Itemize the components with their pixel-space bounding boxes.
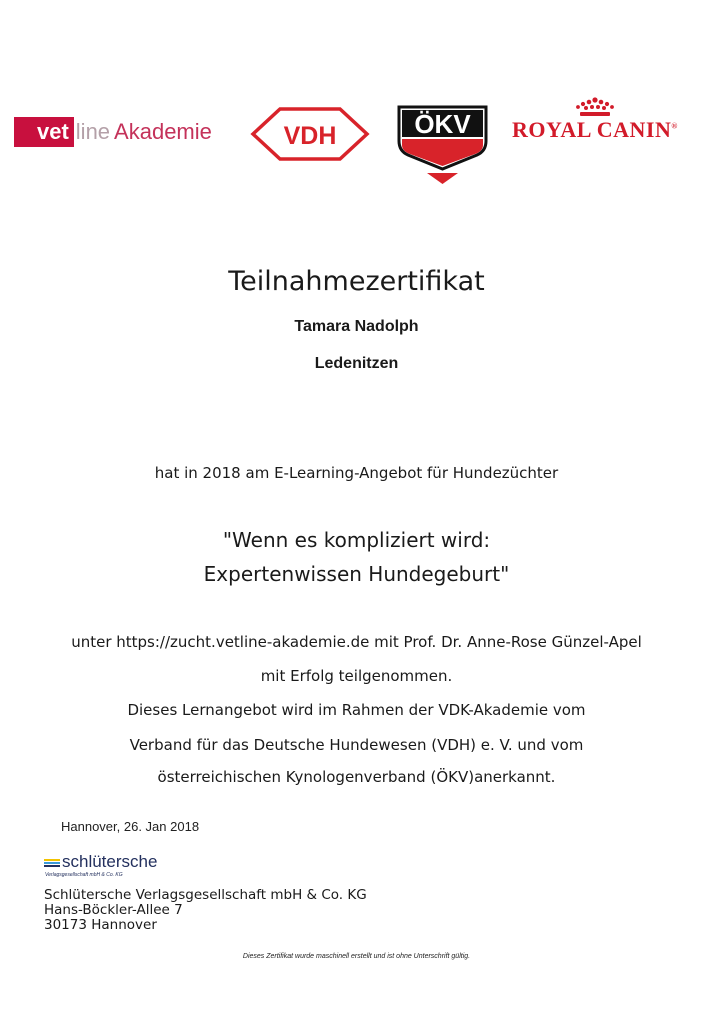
body-text-line1: unter https://zucht.vetline-akademie.de mit Prof. Dr. Anne-Rose Günzel-Apel — [71, 633, 642, 651]
okv-logo-text: ÖKV — [414, 109, 471, 139]
recipient-city: Ledenitzen — [314, 355, 399, 372]
place-date: Hannover, 26. Jan 2018 — [61, 819, 200, 834]
body-text-line2: mit Erfolg teilgenommen. — [260, 667, 453, 685]
footer-note: Dieses Zertifikat wurde maschinell erstellt und ist ohne Unterschrift gültig. — [242, 953, 471, 960]
royal-canin-wordmark: ROYAL CANIN® — [512, 117, 678, 142]
schluetersche-wordmark: schlütersche — [62, 852, 158, 871]
royal-canin-logo — [512, 96, 682, 148]
course-title-line1: "Wenn es kompliziert wird: — [222, 528, 491, 552]
recipient-name: Tamara Nadolph — [294, 318, 419, 335]
certificate-title: Teilnahmezertifikat — [228, 266, 485, 297]
vdh-logo-text: VDH — [283, 122, 337, 150]
body-text-line5: österreichischen Kynologenverband (ÖKV)anerkannt. — [157, 768, 556, 786]
vetline-logo-akademie: Akademie — [114, 119, 212, 144]
intro-text: hat in 2018 am E-Learning-Angebot für Hundezüchter — [154, 464, 559, 482]
schluetersche-stripes-icon — [44, 859, 60, 867]
vdh-logo — [250, 106, 370, 162]
body-text-line4: Verband für das Deutsche Hundewesen (VDH) e. V. und vom — [129, 736, 584, 754]
vetline-logo-box: vet — [14, 117, 74, 147]
vetline-logo-line: line — [75, 119, 111, 144]
address-street: Hans-Böckler-Allee 7 — [44, 902, 183, 918]
vetline-akademie-logo — [14, 117, 212, 147]
schluetersche-subline: Verlagsgesellschaft mbH & Co. KG — [45, 872, 123, 878]
address-company: Schlütersche Verlagsgesellschaft mbH & Co. KG — [44, 887, 367, 903]
body-text-line3: Dieses Lernangebot wird im Rahmen der VDK-Akademie vom — [127, 701, 586, 719]
course-title-line2: Expertenwissen Hundegeburt" — [203, 562, 510, 586]
okv-logo — [397, 105, 488, 187]
address-city: 30173 Hannover — [44, 917, 157, 933]
